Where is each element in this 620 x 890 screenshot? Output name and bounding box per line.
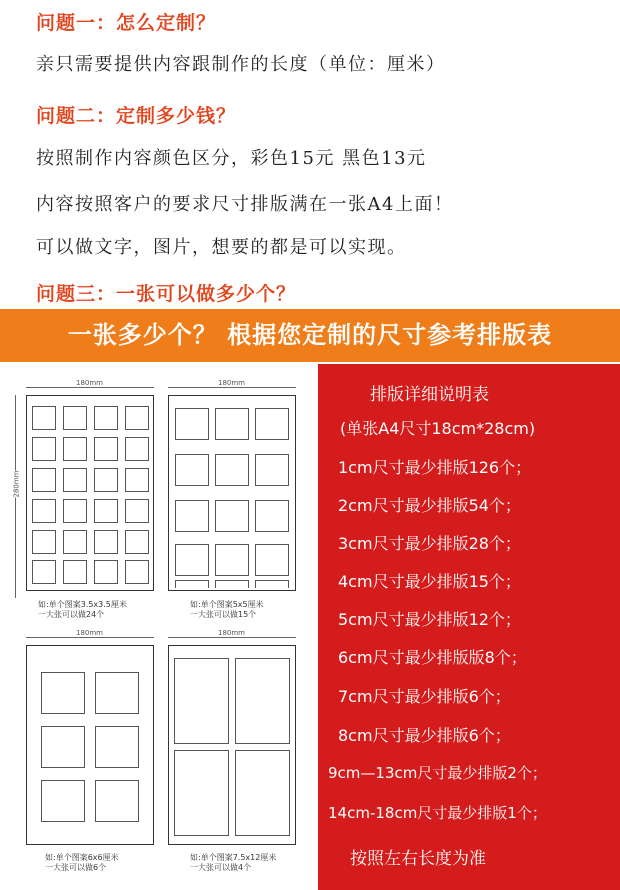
question-2-title: 问题二：定制多少钱？ xyxy=(36,105,237,127)
width-dimension-line xyxy=(26,637,154,638)
width-dimension-line xyxy=(168,637,296,638)
diagram-caption: 如:单个图案5x5厘米 一大张可以做15个 xyxy=(190,600,264,619)
table-subtitle: (单张A4尺寸18cm*28cm) xyxy=(340,419,536,438)
table-row: 8cm尺寸最少排版6个； xyxy=(338,726,511,745)
diagram-caption: 如:单个图案3.5x3.5厘米 一大张可以做24个 xyxy=(38,600,127,619)
table-row: 2cm尺寸最少排版54个； xyxy=(338,496,521,515)
width-dimension-label: 180mm xyxy=(218,629,245,637)
table-footer: 按照左右长度为准 xyxy=(350,849,486,869)
question-2-line-3: 可以做文字，图片，想要的都是可以实现。 xyxy=(36,237,407,258)
width-dimension-line xyxy=(26,387,154,388)
width-dimension-line xyxy=(168,387,296,388)
a4-sheet xyxy=(168,645,296,845)
width-dimension-label: 180mm xyxy=(76,629,103,637)
a4-sheet xyxy=(26,395,154,591)
question-1-answer: 亲只需要提供内容跟制作的长度（单位：厘米） xyxy=(36,54,446,75)
diagram-caption: 如:单个图案6x6厘米 一大张可以做6个 xyxy=(45,853,119,872)
table-row: 7cm尺寸最少排版6个； xyxy=(338,687,511,706)
question-3-title: 问题三：一张可以做多少个？ xyxy=(36,283,297,305)
height-dimension-label: 280mm xyxy=(12,470,21,498)
table-row: 6cm尺寸最少排版版8个； xyxy=(338,648,527,667)
table-row: 14cm-18cm尺寸最少排版1个； xyxy=(328,804,547,822)
a4-sheet xyxy=(168,395,296,591)
question-2-line-1: 按照制作内容颜色区分，彩色15元 黑色13元 xyxy=(36,148,427,169)
table-row: 1cm尺寸最少排版126个； xyxy=(338,458,532,477)
question-1-title: 问题一：怎么定制？ xyxy=(36,12,217,34)
table-row: 4cm尺寸最少排版15个； xyxy=(338,572,521,591)
table-title: 排版详细说明表 xyxy=(370,385,489,405)
a4-sheet xyxy=(26,645,154,845)
question-2-line-2: 内容按照客户的要求尺寸排版满在一张A4上面！ xyxy=(36,194,454,215)
layout-explanation-panel xyxy=(318,364,620,890)
width-dimension-label: 180mm xyxy=(218,379,245,387)
diagram-caption: 如:单个图案7.5x12厘米 一大张可以做4个 xyxy=(190,853,277,872)
table-row: 3cm尺寸最少排版28个； xyxy=(338,534,521,553)
width-dimension-label: 180mm xyxy=(76,379,103,387)
table-row: 5cm尺寸最少排版12个； xyxy=(338,610,521,629)
table-row: 9cm—13cm尺寸最少排版2个； xyxy=(328,764,547,782)
layout-banner: 一张多少个？ 根据您定制的尺寸参考排版表 xyxy=(0,309,620,362)
